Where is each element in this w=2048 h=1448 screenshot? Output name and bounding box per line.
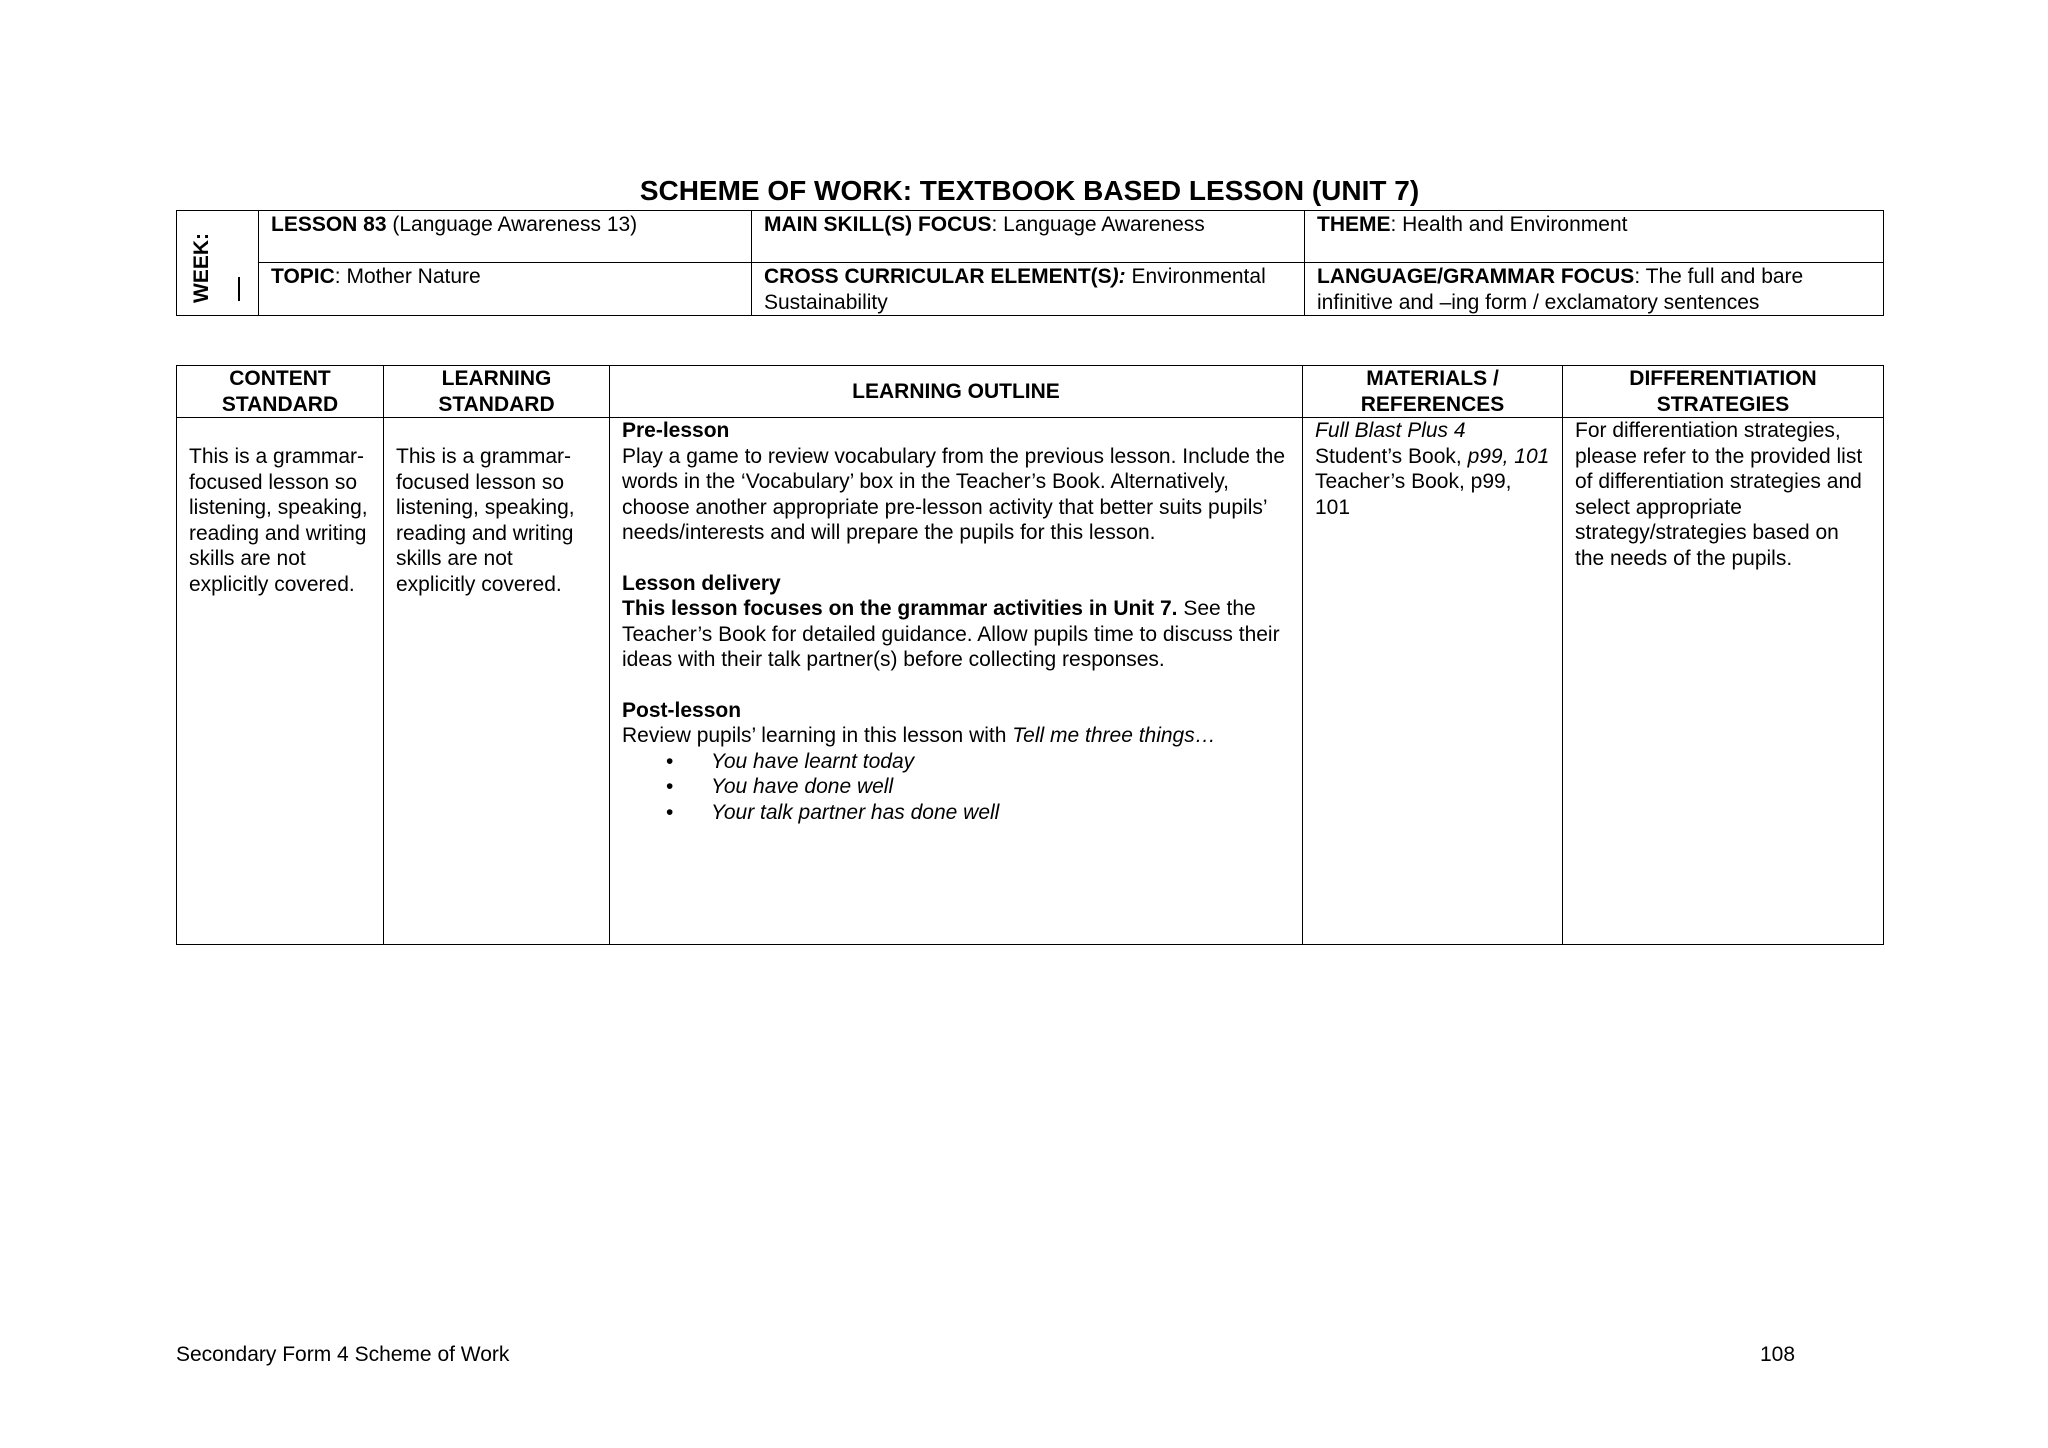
learning-standard-text: This is a grammar-focused lesson so listening, speaking, reading and writing skills are not explicitly covered. bbox=[396, 445, 575, 596]
post-lesson-heading: Post-lesson bbox=[622, 698, 742, 722]
content-standard-text: This is a grammar-focused lesson so listening, speaking, reading and writing skills are not explicitly covered. bbox=[189, 445, 368, 596]
lesson-delivery-heading: Lesson delivery bbox=[622, 571, 781, 595]
column-header-learning-standard: LEARNING STANDARD bbox=[384, 366, 610, 418]
learning-outline-cell bbox=[610, 418, 1303, 945]
lesson-plan-table bbox=[176, 365, 1884, 945]
column-header-content-standard: CONTENT STANDARD bbox=[177, 366, 384, 418]
pre-lesson-heading: Pre-lesson bbox=[622, 419, 730, 442]
post-lesson-list bbox=[622, 749, 1290, 826]
column-header-materials: MATERIALS / REFERENCES bbox=[1303, 366, 1563, 418]
lesson-cell bbox=[259, 211, 752, 263]
grammar-label: LANGUAGE/GRAMMAR FOCUS bbox=[1317, 265, 1635, 288]
grammar-value: : The full and bare infinitive and –ing form / exclamatory sentences bbox=[1317, 265, 1804, 314]
main-skill-cell bbox=[752, 211, 1305, 263]
lesson-delivery-paragraph bbox=[622, 596, 1290, 673]
lesson-delivery-text: See the Teacher’s Book for detailed guidance. Allow pupils time to discuss their ideas with their talk partner(s) before collecting responses. bbox=[622, 597, 1280, 671]
main-skill-value: : Language Awareness bbox=[991, 213, 1205, 236]
week-blank-line bbox=[238, 277, 240, 301]
page-title: SCHEME OF WORK: TEXTBOOK BASED LESSON (UNIT 7) bbox=[639, 175, 1420, 206]
lesson-value: (Language Awareness 13) bbox=[386, 213, 638, 236]
learning-standard-cell bbox=[384, 418, 610, 945]
cce-value: Environmental Sustainability bbox=[764, 265, 1266, 314]
theme-label: THEME bbox=[1317, 213, 1391, 236]
footer-title: Secondary Form 4 Scheme of Work bbox=[176, 1343, 510, 1366]
cce-suffix: ): bbox=[1111, 265, 1126, 288]
theme-value: : Health and Environment bbox=[1390, 213, 1628, 236]
content-standard-cell bbox=[177, 418, 384, 945]
differentiation-text: For differentiation strategies, please refer to the provided list of differentiation strategies and select appropriate strategy/strategies based on the needs of the pupils. bbox=[1575, 419, 1863, 570]
week-cell bbox=[177, 211, 259, 316]
topic-cell bbox=[259, 263, 752, 316]
students-book-pages: p99, 101 bbox=[1467, 444, 1550, 468]
students-book-label: Student’s Book, bbox=[1315, 444, 1468, 468]
materials-teachers-book: Teacher’s Book, p99, 101 bbox=[1315, 470, 1512, 519]
topic-value: : Mother Nature bbox=[334, 265, 481, 288]
main-skill-label: MAIN SKILL(S) FOCUS bbox=[764, 213, 992, 236]
list-item: • Your talk partner has done well bbox=[666, 800, 1290, 826]
materials-students-book bbox=[1315, 444, 1550, 470]
page-number: 108 bbox=[1760, 1343, 1796, 1366]
topic-label: TOPIC bbox=[271, 265, 335, 288]
lesson-header-table bbox=[176, 210, 1884, 316]
cce-label: CROSS CURRICULAR ELEMENT(S bbox=[764, 265, 1112, 288]
cross-curricular-cell bbox=[752, 263, 1305, 316]
materials-cell bbox=[1303, 418, 1563, 945]
post-lesson-italic: Tell me three things… bbox=[1012, 724, 1216, 747]
materials-book: Full Blast Plus 4 bbox=[1315, 419, 1466, 442]
list-item: • You have learnt today bbox=[666, 749, 1290, 775]
pre-lesson-text: Play a game to review vocabulary from the previous lesson. Include the words in the ‘Vocabulary’ box in the Teacher’s Book. Alternatively, choose another appropriate pre-lesson activity that better suits pupils’ needs/interests and will prepare the pupils for this lesson. bbox=[622, 444, 1286, 544]
list-item: • You have done well bbox=[666, 774, 1290, 800]
post-lesson-paragraph bbox=[622, 723, 1290, 749]
lesson-delivery-bold: This lesson focuses on the grammar activities in Unit 7. bbox=[622, 597, 1178, 620]
column-header-learning-outline: LEARNING OUTLINE bbox=[610, 366, 1303, 418]
grammar-focus-cell bbox=[1305, 263, 1884, 316]
theme-cell bbox=[1305, 211, 1884, 263]
post-lesson-text: Review pupils’ learning in this lesson with bbox=[622, 724, 1013, 747]
week-label: WEEK: bbox=[190, 233, 213, 303]
column-header-differentiation: DIFFERENTIATION STRATEGIES bbox=[1563, 366, 1884, 418]
lesson-label: LESSON 83 bbox=[271, 213, 387, 236]
differentiation-cell bbox=[1563, 418, 1884, 945]
